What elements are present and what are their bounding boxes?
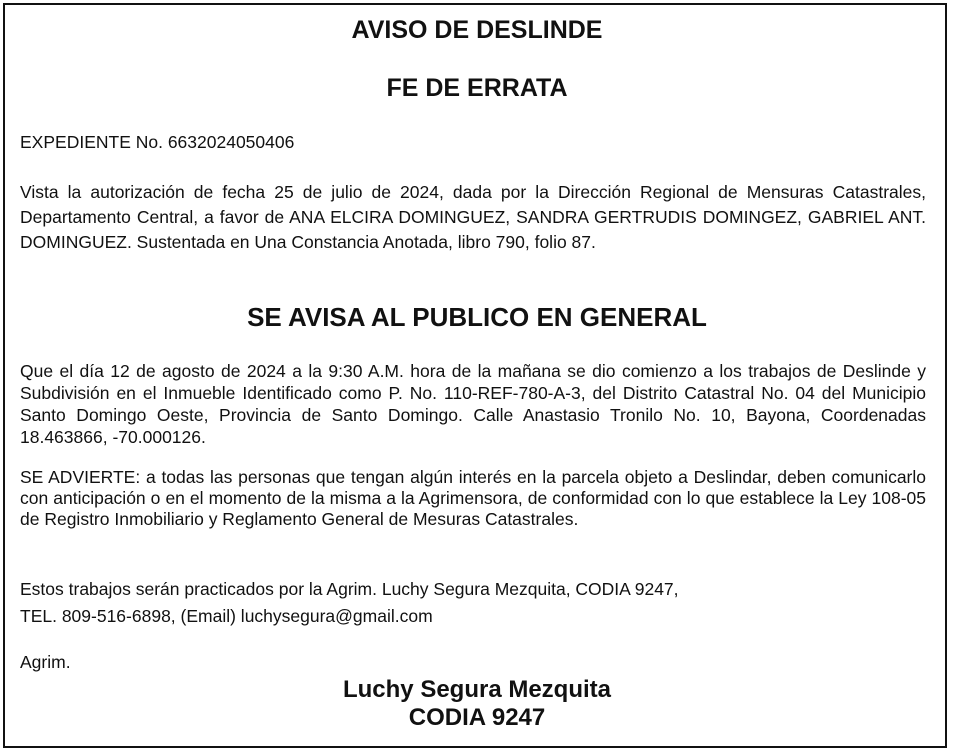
warning-paragraph: SE ADVIERTE: a todas las personas que tengan algún interés en la parcela objeto a Deslindar, deben comunicarlo con anticipación o en el momento de la misma a la Agrimensora, de conformidad con lo que establece la Ley 108-05 de Registro Inmobiliario y Reglamento General de Mesuras Catastrales. bbox=[20, 467, 926, 529]
authorization-paragraph: Vista la autorización de fecha 25 de julio de 2024, dada por la Dirección Regional de Mensuras Catastrales, Departamento Central, a favor de ANA ELCIRA DOMINGUEZ, SANDRA GERTRUDIS DOMINGEZ, GABRIEL ANT. DOMINGUEZ. Sustentada en Una Constancia Anotada, libro 790, folio 87. bbox=[20, 182, 926, 252]
signature-codia: CODIA 9247 bbox=[408, 704, 546, 731]
contact-line-surveyor: Estos trabajos serán practicados por la Agrim. Luchy Segura Mezquita, CODIA 9247, bbox=[20, 579, 679, 599]
public-notice-heading: SE AVISA AL PUBLICO EN GENERAL bbox=[247, 302, 707, 332]
expediente-number: EXPEDIENTE No. 6632024050406 bbox=[20, 132, 295, 152]
signature-name: Luchy Segura Mezquita bbox=[342, 676, 612, 703]
agrim-label: Agrim. bbox=[20, 652, 71, 672]
contact-paragraph bbox=[20, 576, 926, 630]
contact-line-phone-email: TEL. 809-516-6898, (Email) luchysegura@gmail.com bbox=[20, 606, 433, 626]
works-paragraph: Que el día 12 de agosto de 2024 a la 9:30 A.M. hora de la mañana se dio comienzo a los trabajos de Deslinde y Subdivisión en el Inmueble Identificado como P. No. 110-REF-780-A-3, del Distrito Catastral No. 04 del Municipio Santo Domingo Oeste, Provincia de Santo Domingo. Calle Anastasio Tronilo No. 10, Bayona, Coordenadas 18.463866, -70.000126. bbox=[20, 361, 926, 447]
notice-title: AVISO DE DESLINDE bbox=[351, 16, 603, 44]
notice-subtitle: FE DE ERRATA bbox=[386, 74, 568, 102]
